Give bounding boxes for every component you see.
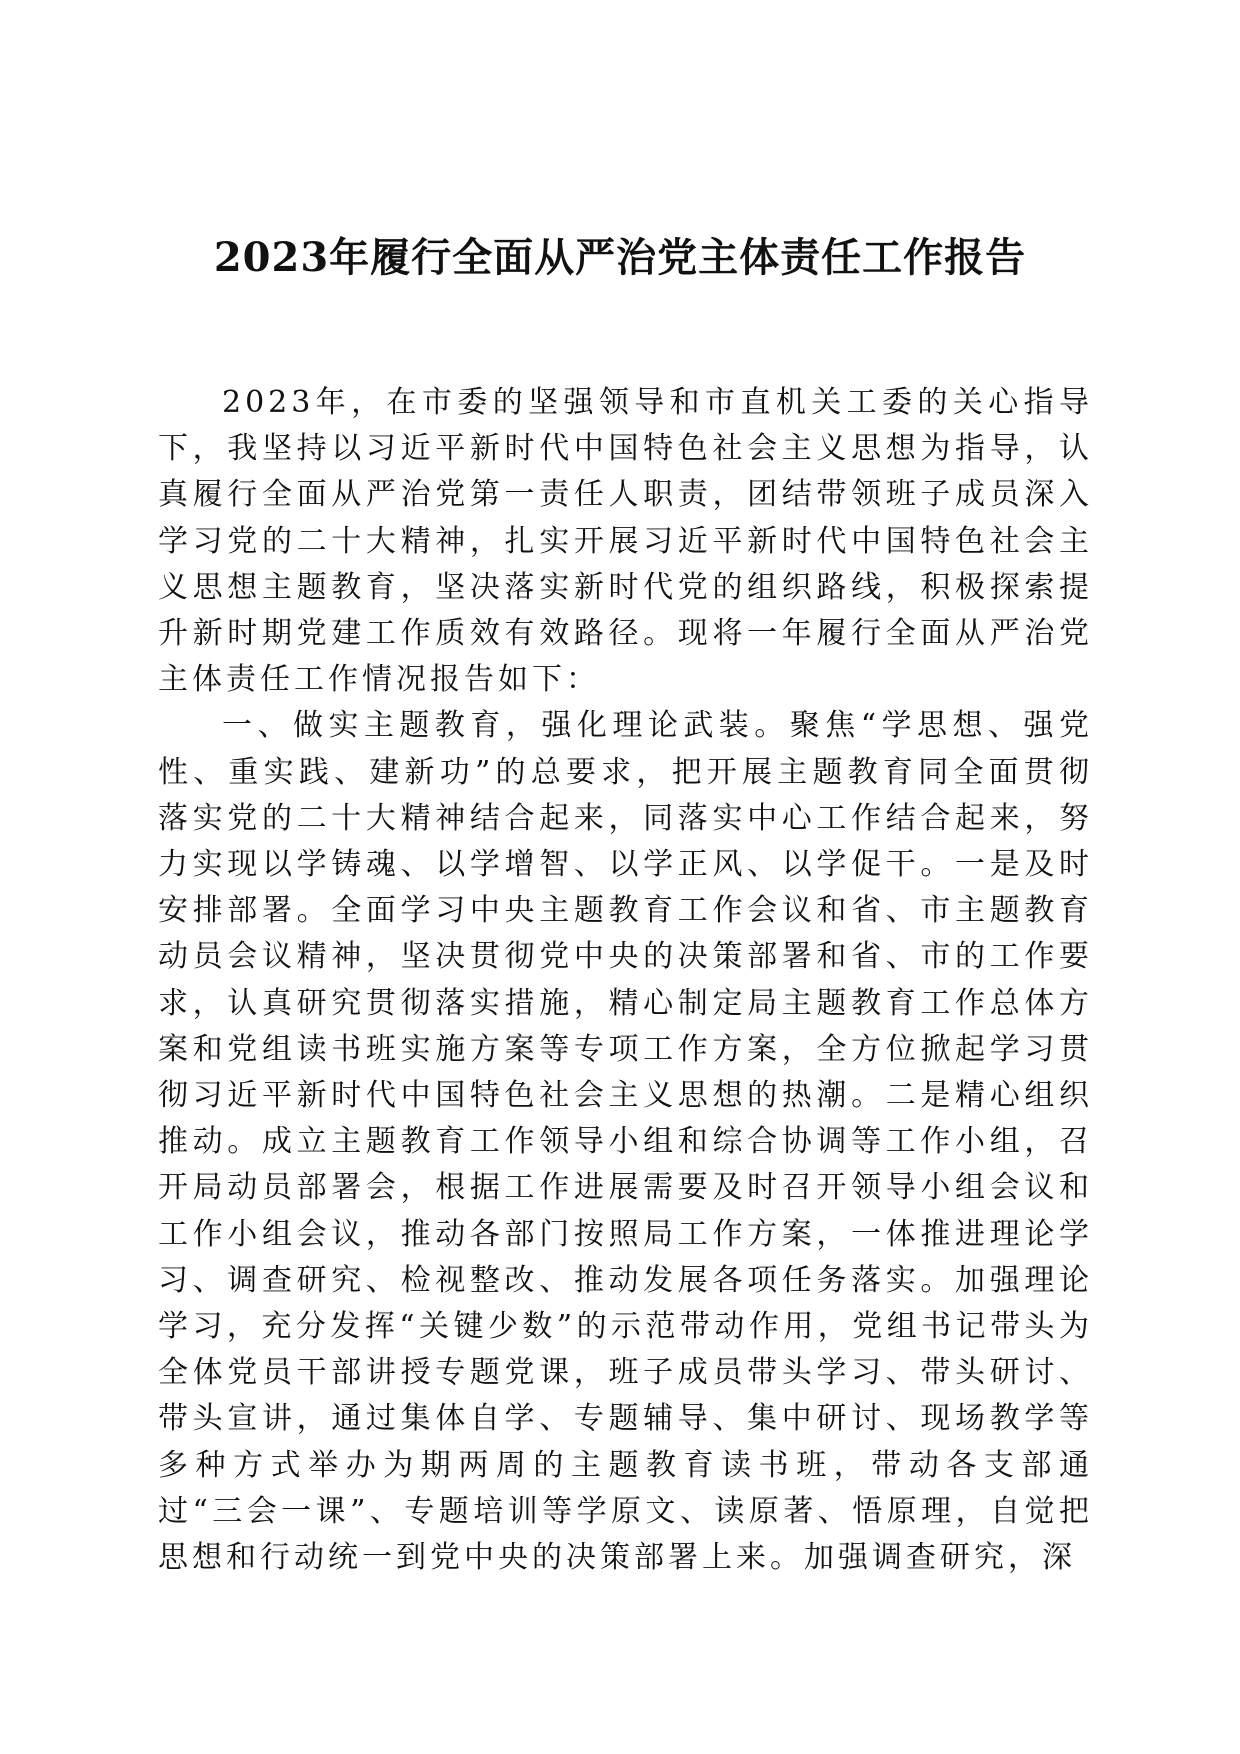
document-title: 2023年履行全面从严治党主体责任工作报告 [213, 234, 1027, 281]
document-body [158, 380, 1093, 1581]
paragraph-section-1: 一、做实主题教育，强化理论武装。聚焦“学思想、强党性、重实践、建新功”的总要求，把开展主题教育同全面贯彻落实党的二十大精神结合起来，同落实中心工作结合起来，努力实现以学铸魂、以学增智、以学正风、以学促干。一是及时安排部署。全面学习中央主题教育工作会议和省、市主题教育动员会议精神，坚决贯彻党中央的决策部署和省、市的工作要求，认真研究贯彻落实措施，精心制定局主题教育工作总体方案和党组读书班实施方案等专项工作方案，全方位掀起学习贯彻习近平新时代中国特色社会主义思想的热潮。二是精心组织推动。成立主题教育工作领导小组和综合协调等工作小组，召开局动员部署会，根据工作进展需要及时召开领导小组会议和工作小组会议，推动各部门按照局工作方案，一体推进理论学习、调查研究、检视整改、推动发展各项任务落实。加强理论学习，充分发挥“关键少数”的示范带动作用，党组书记带头为全体党员干部讲授专题党课，班子成员带头学习、带头研讨、带头宣讲，通过集体自学、专题辅导、集中研讨、现场教学等多种方式举办为期两周的主题教育读书班，带动各支部通过“三会一课”、专题培训等学原文、读原著、悟原理，自觉把思想和行动统一到党中央的决策部署上来。加强调查研究，深 [158, 708, 1093, 1576]
paragraph-intro: 2023年，在市委的坚强领导和市直机关工委的关心指导下，我坚持以习近平新时代中国特色社会主义思想为指导，认真履行全面从严治党第一责任人职责，团结带领班子成员深入学习党的二十大精神，扎实开展习近平新时代中国特色社会主义思想主题教育，坚决落实新时代党的组织路线，积极探索提升新时期党建工作质效有效路径。现将一年履行全面从严治党主体责任工作情况报告如下： [158, 385, 1093, 698]
